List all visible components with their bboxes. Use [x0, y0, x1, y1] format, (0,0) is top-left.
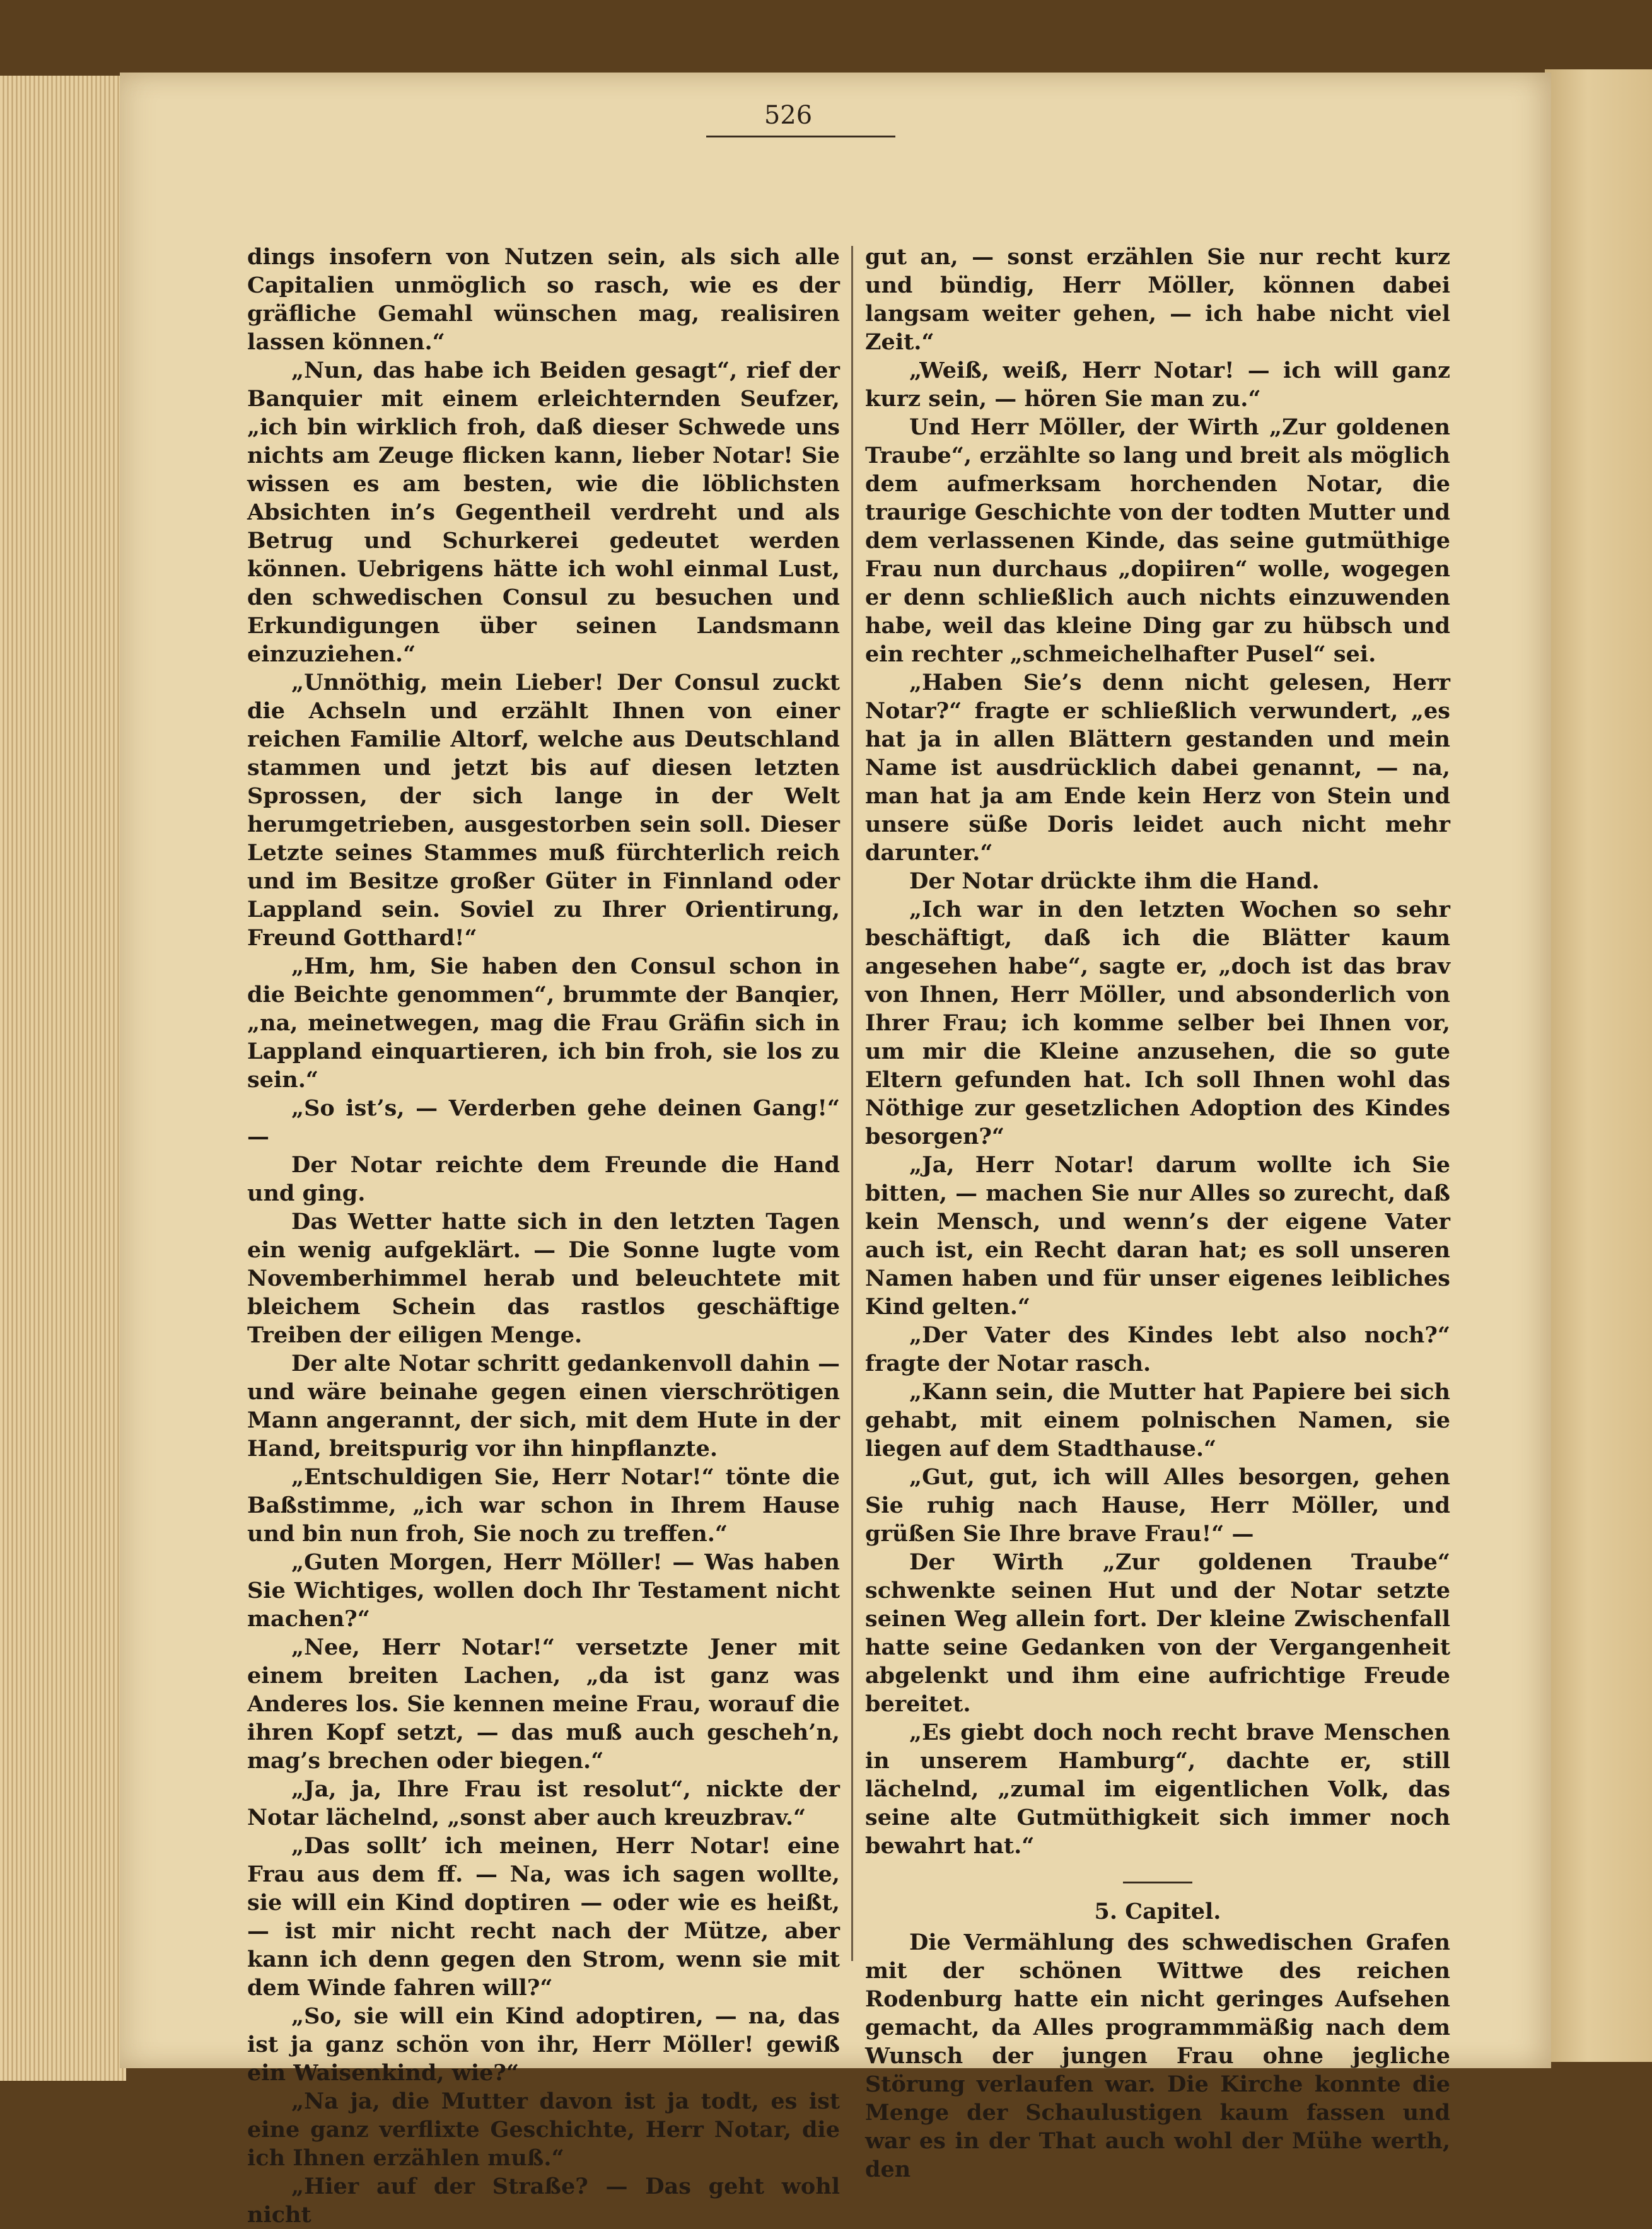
paragraph: „Kann sein, die Mutter hat Papiere bei sich gehabt, mit einem polnischen Namen, sie liegen auf dem Stadthause.“	[865, 1379, 1450, 1462]
paragraph: „Na ja, die Mutter davon ist ja todt, es ist eine ganz verflixte Geschichte, Herr Notar, die ich Ihnen erzählen muß.“	[247, 2088, 840, 2171]
paragraph: gut an, — sonst erzählen Sie nur recht kurz und bündig, Herr Möller, können dabei langsam weiter gehen, — ich habe nicht viel Zeit.“	[865, 244, 1450, 355]
paragraph: dings insofern von Nutzen sein, als sich alle Capitalien unmöglich so rasch, wie es der gräfliche Gemahl wünschen mag, realisiren lassen können.“	[247, 244, 840, 355]
paragraph: Der Notar reichte dem Freunde die Hand und ging.	[247, 1152, 840, 1206]
paragraph: „So ist’s, — Verderben gehe deinen Gang!“ —	[247, 1095, 840, 1149]
paragraph: „Ja, Herr Notar! darum wollte ich Sie bitten, — machen Sie nur Alles so zurecht, daß kein Mensch, und wenn’s der eigene Vater auch ist, ein Recht daran hat; es soll unseren Namen haben und für unser eigenes leibliches Kind gelten.“	[865, 1152, 1450, 1320]
paragraph: „Das sollt’ ich meinen, Herr Notar! eine Frau aus dem ff. — Na, was ich sagen wollte, sie will ein Kind doptiren — oder wie es heißt, — ist mir nicht recht nach der Mütze, aber kann ich denn gegen den Strom, wenn sie mit dem Winde fahren will?“	[247, 1833, 840, 2001]
paragraph: „Nun, das habe ich Beiden gesagt“, rief der Banquier mit einem erleichternden Seufzer, „ich bin wirklich froh, daß dieser Schwede uns nichts am Zeuge flicken kann, lieber Notar! Sie wissen es am besten, wie die löblichsten Absichten in’s Gegentheil verdreht und als Betrug und Schurkerei gedeutet werden können. Uebrigens hätte ich wohl einmal Lust, den schwedischen Consul zu besuchen und Erkundigungen über seinen Landsmann einzuziehen.“	[247, 358, 840, 667]
paragraph: „Nee, Herr Notar!“ versetzte Jener mit einem breiten Lachen, „da ist ganz was Anderes los. Sie kennen meine Frau, worauf die ihren Kopf setzt, — das muß auch gescheh’n, mag’s brechen oder biegen.“	[247, 1634, 840, 1774]
paragraph: „Guten Morgen, Herr Möller! — Was haben Sie Wichtiges, wollen doch Ihr Testament nicht machen?“	[247, 1549, 840, 1632]
chapter-heading: 5. Capitel.	[1094, 1899, 1221, 1924]
paragraph: „Es giebt doch noch recht brave Menschen in unserem Hamburg“, dachte er, still lächelnd, „zumal im eigentlichen Volk, das seine alte Gutmüthigkeit sich immer noch bewahrt hat.“	[865, 1720, 1450, 1859]
paragraph: Der Wirth „Zur goldenen Traube“ schwenkte seinen Hut und der Notar setzte seinen Weg allein fort. Der kleine Zwischenfall hatte seine Gedanken von der Vergangenheit abgelenkt und ihm eine aufrichtige Freude bereitet.	[865, 1549, 1450, 1717]
paragraph: Der Notar drückte ihm die Hand.	[909, 868, 1320, 894]
right-column	[865, 243, 1450, 2184]
paragraph: Der alte Notar schritt gedankenvoll dahin — und wäre beinahe gegen einen vierschrötigen Mann angerannt, der sich, mit dem Hute in der Hand, breitspurig vor ihn hinpflanzte.	[247, 1351, 840, 1462]
paragraph: Und Herr Möller, der Wirth „Zur goldenen Traube“, erzählte so lang und breit als möglich dem aufmerksam horchenden Notar, die traurige Geschichte von der todten Mutter und dem verlassenen Kinde, das seine gutmüthige Frau nun durchaus „dopiiren“ wolle, wogegen er denn schließlich auch nichts einzuwenden habe, weil das kleine Ding gar zu hübsch und ein rechter „schmeichelhafter Pusel“ sei.	[865, 414, 1450, 667]
paragraph: „Gut, gut, ich will Alles besorgen, gehen Sie ruhig nach Hause, Herr Möller, und grüßen Sie Ihre brave Frau!“ —	[865, 1464, 1450, 1547]
left-column	[247, 243, 840, 2229]
page-number: 526	[764, 101, 813, 130]
book-page-edges-left	[0, 76, 126, 2081]
paragraph: Das Wetter hatte sich in den letzten Tagen ein wenig aufgeklärt. — Die Sonne lugte vom Novemberhimmel herab und beleuchtete mit bleichem Schein das rastlos geschäftige Treiben der eiligen Menge.	[247, 1209, 840, 1348]
header-rule	[706, 136, 895, 137]
paragraph: Die Vermählung des schwedischen Grafen mit der schönen Wittwe des reichen Rodenburg hatte ein nicht geringes Aufsehen gemacht, da Alles programmmäßig nach dem Wunsch der jungen Frau ohne jegliche Störung verlaufen war. Die Kirche konnte die Menge der Schaulustigen kaum fassen und war es in der That auch wohl der Mühe werth, den	[865, 1929, 1450, 2182]
paragraph: „Hm, hm, Sie haben den Consul schon in die Beichte genommen“, brummte der Banqier, „na, meinetwegen, mag die Frau Gräfin sich in Lappland einquartieren, ich bin froh, sie los zu sein.“	[247, 953, 840, 1093]
book-page-edge-right	[1545, 69, 1652, 2062]
paragraph: „Der Vater des Kindes lebt also noch?“ fragte der Notar rasch.	[865, 1322, 1450, 1376]
paragraph: „Ja, ja, Ihre Frau ist resolut“, nickte der Notar lächelnd, „sonst aber auch kreuzbrav.“	[247, 1776, 840, 1830]
section-rule	[1123, 1882, 1192, 1883]
paragraph: „Weiß, weiß, Herr Notar! — ich will ganz kurz sein, — hören Sie man zu.“	[865, 358, 1450, 412]
column-divider	[851, 246, 853, 1961]
paragraph: „Ich war in den letzten Wochen so sehr beschäftigt, daß ich die Blätter kaum angesehen habe“, sagte er, „doch ist das brav von Ihnen, Herr Möller, und absonderlich von Ihrer Frau; ich komme selber bei Ihnen vor, um mir die Kleine anzusehen, die so gute Eltern gefunden hat. Ich soll Ihnen wohl das Nöthige zur gesetzlichen Adoption des Kindes besorgen?“	[865, 897, 1450, 1149]
paragraph: „Unnöthig, mein Lieber! Der Consul zuckt die Achseln und erzählt Ihnen von einer reichen Familie Altorf, welche aus Deutschland stammen und jetzt bis auf diesen letzten Sprossen, der sich lange in der Welt herumgetrieben, ausgestorben sein soll. Dieser Letzte seines Stammes muß fürchterlich reich und im Besitze großer Güter in Finnland oder Lappland sein. Soviel zu Ihrer Orientirung, Freund Gotthard!“	[247, 670, 840, 951]
paragraph: „So, sie will ein Kind adoptiren, — na, das ist ja ganz schön von ihr, Herr Möller! gewiß ein Waisenkind, wie?“	[247, 2003, 840, 2086]
paragraph: „Hier auf der Straße? — Das geht wohl nicht	[247, 2174, 840, 2228]
paragraph: „Entschuldigen Sie, Herr Notar!“ tönte die Baßstimme, „ich war schon in Ihrem Hause und bin nun froh, Sie noch zu treffen.“	[247, 1464, 840, 1547]
paragraph: „Haben Sie’s denn nicht gelesen, Herr Notar?“ fragte er schließlich verwundert, „es hat ja in allen Blättern gestanden und mein Name ist ausdrücklich dabei genannt, — na, man hat ja am Ende kein Herz von Stein und unsere süße Doris leidet auch nicht mehr darunter.“	[865, 670, 1450, 866]
